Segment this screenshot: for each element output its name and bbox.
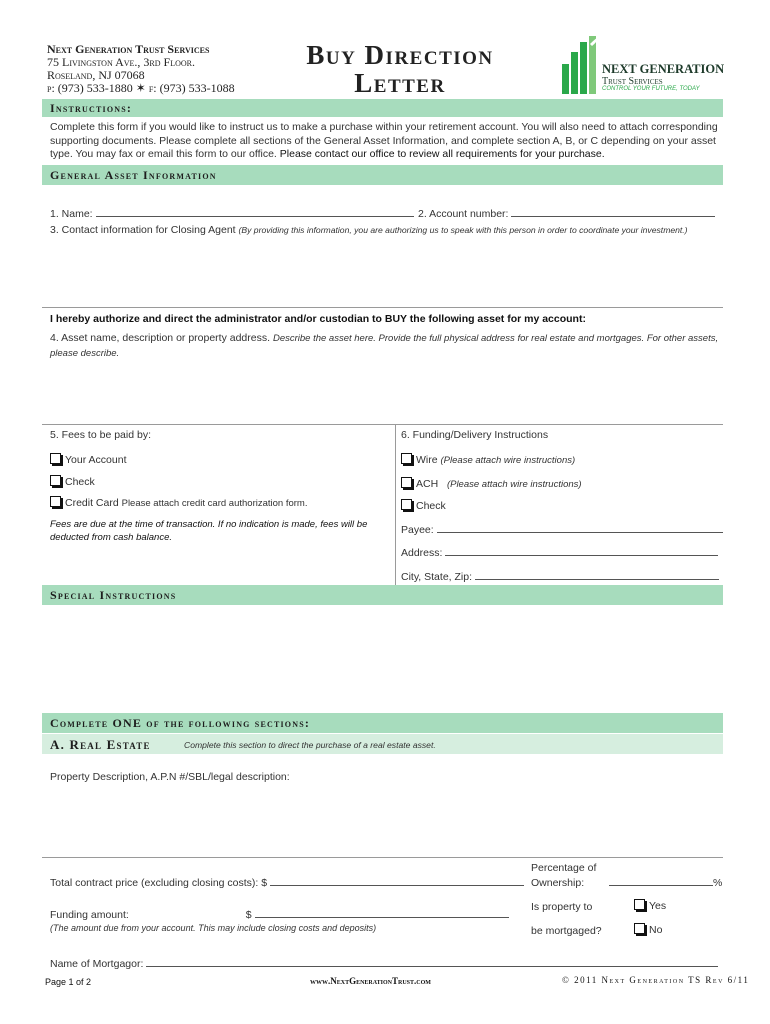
pct-sign: % xyxy=(713,877,723,889)
instructions-text xyxy=(50,121,718,162)
form-title-line1: Buy Direction xyxy=(306,40,494,70)
mortgagor-line[interactable] xyxy=(146,957,718,967)
logo-tagline: CONTROL YOUR FUTURE, TODAY xyxy=(602,86,700,92)
fees-option-account[interactable] xyxy=(50,453,127,466)
mortgaged-yes[interactable] xyxy=(634,899,666,912)
name-field[interactable] xyxy=(50,207,414,220)
divider-price xyxy=(42,857,723,858)
funding-option-ach[interactable] xyxy=(401,477,582,490)
funding-amount-note: (The amount due from your account. This may include closing costs and deposits) xyxy=(50,923,377,933)
instructions-emphasis: Please contact our office to review all requirements for your purchase. xyxy=(279,148,605,160)
name-line[interactable] xyxy=(96,207,414,217)
asset-label: 4. Asset name, description or property address. xyxy=(50,332,271,344)
fees-option-credit-label: Credit Card xyxy=(65,497,119,509)
logo-sub: Trust Services xyxy=(602,76,663,87)
fees-label: 5. Fees to be paid by: xyxy=(50,429,151,441)
name-label: 1. Name: xyxy=(50,208,93,220)
pct-label2: Ownership: xyxy=(531,877,585,889)
fees-credit-note: Please attach credit card authorization form. xyxy=(121,498,308,509)
general-heading: General Asset Information xyxy=(50,168,217,182)
instructions-band xyxy=(42,99,723,117)
account-line[interactable] xyxy=(511,207,715,217)
page-number: Page 1 of 2 xyxy=(45,977,92,987)
funding-label: 6. Funding/Delivery Instructions xyxy=(401,429,549,441)
checkbox-icon[interactable] xyxy=(50,496,61,507)
funding-ach-label: ACH xyxy=(416,478,439,490)
funding-ach-note: (Please attach wire instructions) xyxy=(446,479,582,490)
instructions-heading: Instructions: xyxy=(50,101,133,115)
city-line[interactable] xyxy=(475,570,719,580)
total-price-field[interactable] xyxy=(50,876,524,889)
address-line1: 75 Livingston Ave., 3rd Floor. xyxy=(47,55,195,69)
funding-wire-note: (Please attach wire instructions) xyxy=(440,455,576,466)
checkbox-icon[interactable] xyxy=(401,477,412,488)
checkbox-icon[interactable] xyxy=(401,499,412,510)
complete-one-heading: Complete ONE of the following sections: xyxy=(50,716,311,730)
divider-fees xyxy=(42,424,723,425)
checkbox-icon[interactable] xyxy=(50,453,61,464)
footer-copyright: © 2011 Next Generation TS Rev 6/11 xyxy=(562,975,750,985)
total-price-label: Total contract price (excluding closing costs): $ xyxy=(50,877,268,889)
asset-note: Describe the asset here. Provide the full physical address for real estate and mortgages. For other assets, please describe. xyxy=(50,333,719,359)
checkbox-icon[interactable] xyxy=(634,899,645,910)
funding-check-label: Check xyxy=(416,500,446,512)
funding-option-wire[interactable] xyxy=(401,453,575,466)
contact-note: (By providing this information, you are authorizing us to speak with this person in order to coordinate your investment.) xyxy=(238,225,688,235)
funding-amount-field[interactable] xyxy=(50,908,509,921)
mortgaged-no[interactable] xyxy=(634,923,662,936)
pct-field[interactable] xyxy=(531,876,722,889)
divider-authorize xyxy=(42,307,723,308)
city-field[interactable] xyxy=(401,570,719,583)
funding-amount-line[interactable] xyxy=(255,908,509,918)
account-field[interactable] xyxy=(418,207,715,220)
fees-note: Fees are due at the time of transaction. If no indication is made, fees will be deducted from cash balance. xyxy=(50,519,368,543)
fees-option-check[interactable] xyxy=(50,475,95,488)
pct-label1: Percentage of xyxy=(531,862,597,874)
mortgaged-yes-label: Yes xyxy=(649,900,667,912)
company-name: Next Generation Trust Services xyxy=(47,42,210,56)
checkbox-icon[interactable] xyxy=(401,453,412,464)
payee-label: Payee: xyxy=(401,524,434,536)
fees-option-account-label: Your Account xyxy=(65,454,127,466)
city-label: City, State, Zip: xyxy=(401,571,472,583)
funding-amount-dollar: $ xyxy=(245,909,252,921)
account-label: 2. Account number: xyxy=(418,208,509,220)
asset-field[interactable] xyxy=(50,331,720,361)
address-line[interactable] xyxy=(445,546,718,556)
logo xyxy=(560,36,725,96)
address-label: Address: xyxy=(401,547,443,559)
contact-label: 3. Contact information for Closing Agent xyxy=(50,224,236,236)
phone-fax: p: (973) 533-1880 ✶ f: (973) 533-1088 xyxy=(47,81,235,95)
address-line2: Roseland, NJ 07068 xyxy=(47,68,145,82)
form-title-line2: Letter xyxy=(354,68,446,98)
checkbox-icon[interactable] xyxy=(634,923,645,934)
column-divider xyxy=(395,424,396,586)
contact-field[interactable] xyxy=(50,224,688,236)
logo-name: NEXT GENERATION xyxy=(602,62,725,76)
mortgagor-field[interactable] xyxy=(50,957,718,970)
checkbox-icon[interactable] xyxy=(50,475,61,486)
property-desc-label: Property Description, A.P.N #/SBL/legal description: xyxy=(50,771,290,783)
real-estate-heading: A. Real Estate xyxy=(50,737,151,752)
payee-line[interactable] xyxy=(437,523,723,533)
logo-bars-icon xyxy=(560,36,600,96)
mortgaged-label2: be mortgaged? xyxy=(531,925,602,937)
mortgaged-label1: Is property to xyxy=(531,901,593,913)
special-heading: Special Instructions xyxy=(50,588,177,602)
fees-option-credit[interactable] xyxy=(50,496,307,509)
funding-amount-label: Funding amount: xyxy=(50,909,129,921)
fees-option-check-label: Check xyxy=(65,476,95,488)
pct-line[interactable] xyxy=(609,876,713,886)
address-field[interactable] xyxy=(401,546,718,559)
real-estate-note: Complete this section to direct the purchase of a real estate asset. xyxy=(184,740,436,750)
authorize-text: I hereby authorize and direct the administrator and/or custodian to BUY the following asset for my account: xyxy=(50,313,586,325)
mortgaged-no-label: No xyxy=(649,924,663,936)
total-price-line[interactable] xyxy=(270,876,524,886)
payee-field[interactable] xyxy=(401,523,723,536)
mortgagor-label: Name of Mortgagor: xyxy=(50,958,144,970)
footer-website[interactable]: www.NextGenerationTrust.com xyxy=(310,976,431,986)
funding-option-check[interactable] xyxy=(401,499,446,512)
instructions-body: Complete this form if you would like to instruct us to make a purchase within your retirement account. You will also need to attach corresponding supporting documents. Please complete all sections of the General Asset Information, and complete section A, B, or C depending on your asset type. You may fax or email this form to our office. xyxy=(50,121,718,160)
funding-wire-label: Wire xyxy=(416,454,438,466)
